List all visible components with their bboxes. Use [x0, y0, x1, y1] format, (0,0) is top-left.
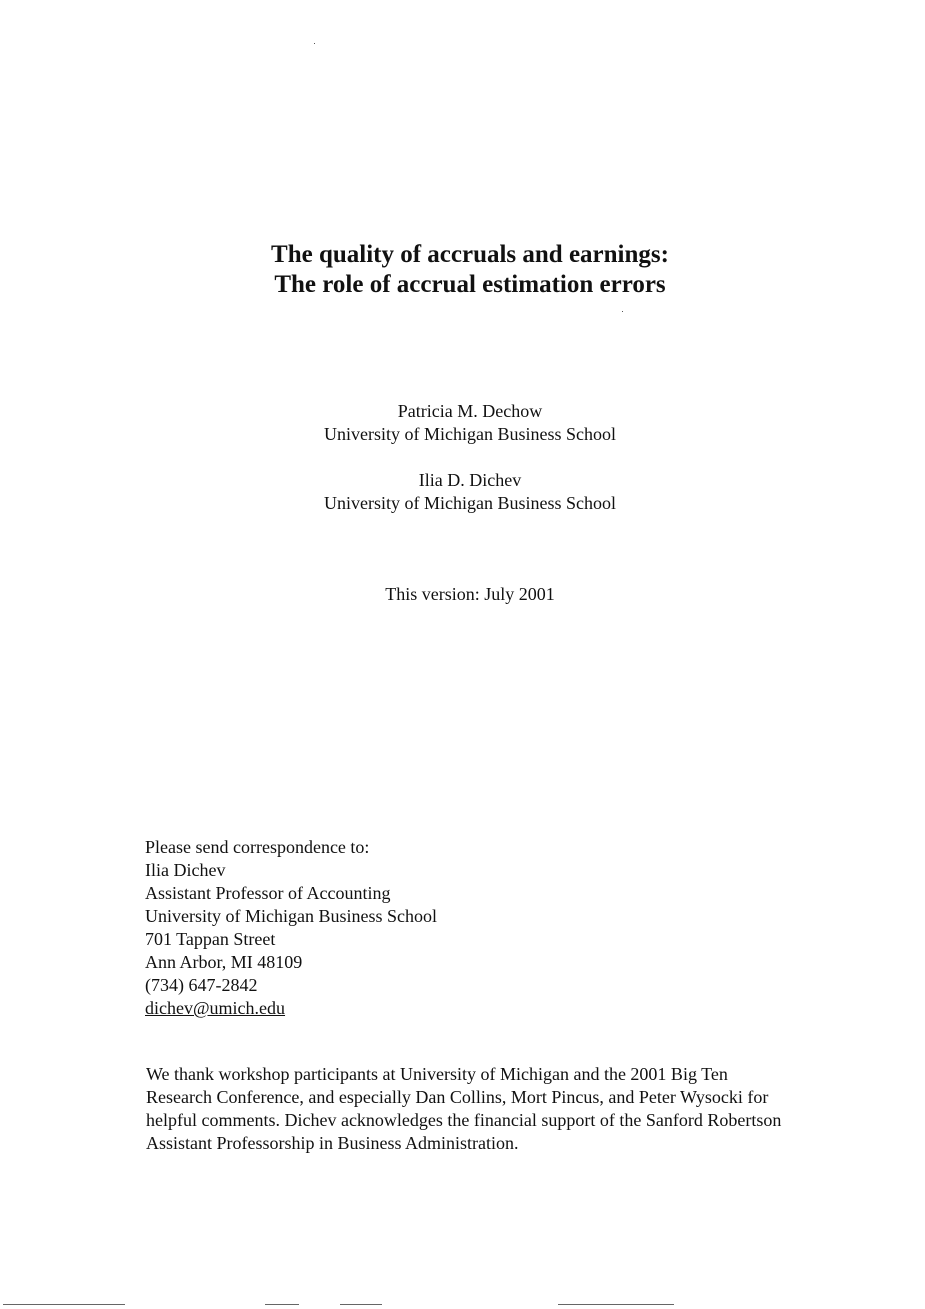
correspondence-name: Ilia Dichev — [145, 860, 226, 880]
acknowledgment-line: Assistant Professorship in Business Administration. — [146, 1133, 519, 1153]
version-date: This version: July 2001 — [385, 584, 555, 604]
correspondence-street: 701 Tappan Street — [145, 929, 276, 949]
author-affiliation: University of Michigan Business School — [324, 424, 616, 444]
email-link[interactable]: dichev@umich.edu — [145, 998, 286, 1018]
correspondence-position: Assistant Professor of Accounting — [145, 883, 391, 903]
scan-edge-mark — [265, 1304, 299, 1305]
scan-edge-mark — [340, 1304, 382, 1305]
paper-title — [0, 240, 925, 300]
acknowledgment-line: Research Conference, and especially Dan Collins, Mort Pincus, and Peter Wysocki for — [146, 1087, 769, 1107]
correspondence-phone: (734) 647-2842 — [145, 975, 258, 995]
author-block — [0, 469, 925, 515]
correspondence-city: Ann Arbor, MI 48109 — [145, 952, 303, 972]
title-line-1: The quality of accruals and earnings: — [271, 241, 669, 268]
author-block — [0, 400, 925, 446]
correspondence-heading: Please send correspondence to: — [145, 837, 370, 857]
scan-edge-mark — [558, 1304, 674, 1305]
acknowledgment-paragraph — [146, 1063, 846, 1155]
acknowledgment-line: helpful comments. Dichev acknowledges the financial support of the Sanford Robertson — [146, 1110, 782, 1130]
title-line-2: The role of accrual estimation errors — [274, 271, 666, 298]
acknowledgment-line: We thank workshop participants at University of Michigan and the 2001 Big Ten — [146, 1064, 728, 1084]
scan-edge-mark — [3, 1304, 125, 1305]
author-affiliation: University of Michigan Business School — [324, 493, 616, 513]
correspondence-block — [145, 836, 437, 1020]
author-name: Ilia D. Dichev — [418, 470, 522, 490]
correspondence-institution: University of Michigan Business School — [145, 906, 437, 926]
scan-speck — [622, 311, 623, 312]
author-name: Patricia M. Dechow — [397, 401, 543, 421]
scan-speck — [314, 43, 315, 44]
